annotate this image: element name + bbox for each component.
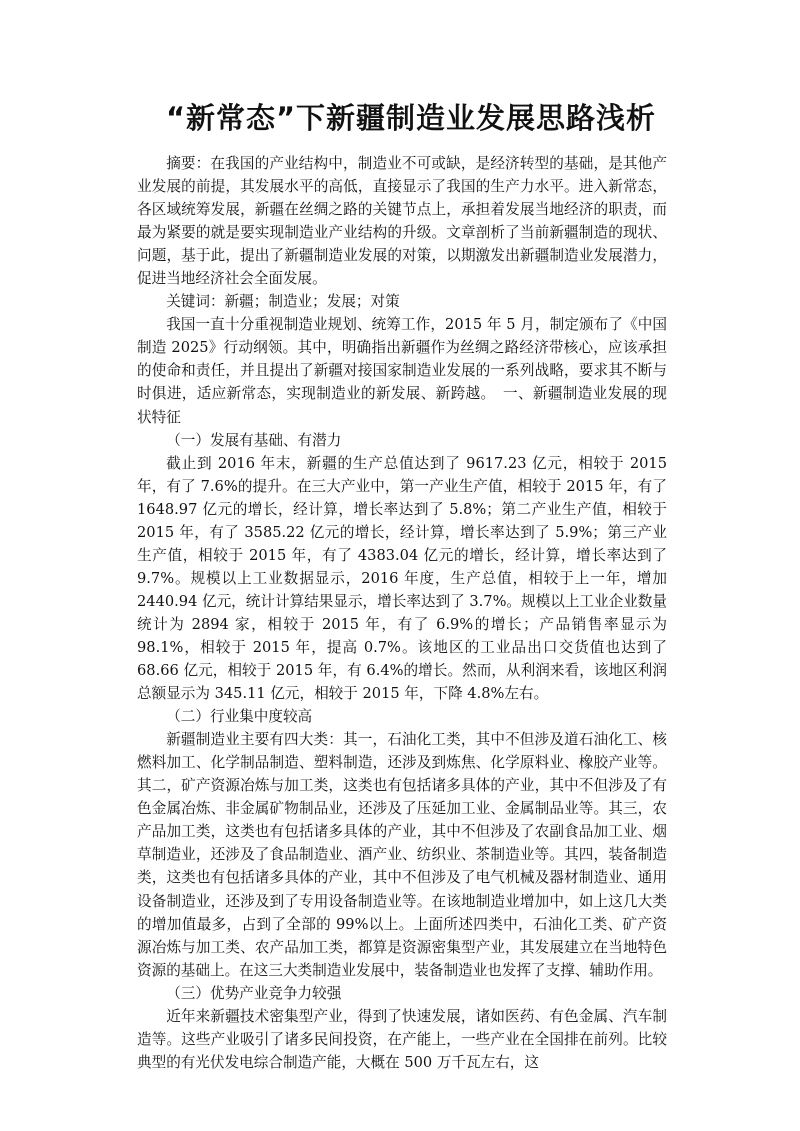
section-heading-3: （三）优势产业竞争力较强 (166, 984, 342, 1002)
intro-paragraph: 我国一直十分重视制造业规划、统筹工作，2015 年 5 月，制定颁布了《中国制造 2025》行动纲领。其中，明确指出新疆作为丝绸之路经济带核心，应该承担的使命和责任，并且提出了新疆对接国家制造业发展的一系列战略，要求其不断与时俱进，适应新常态，实现制造业的新发展、新跨越。 一、新疆制造业发展的现状特征 (137, 316, 667, 426)
section-heading-2: （二）行业集中度较高 (166, 708, 313, 726)
document-body (137, 152, 667, 1074)
section-paragraph-3: 近年来新疆技术密集型产业，得到了快速发展，诸如医药、有色金属、汽车制造等。这些产业吸引了诸多民间投资，在产能上，一些产业在全国排在前列。比较典型的有光伏发电综合制造产能，大概在 500 万千瓦左右，这 (137, 1007, 667, 1071)
keywords-paragraph: 关键词：新疆；制造业；发展；对策 (166, 293, 400, 311)
document-title: “新常态”下新疆制造业发展思路浅析 (165, 101, 657, 135)
abstract-paragraph: 摘要：在我国的产业结构中，制造业不可或缺，是经济转型的基础，是其他产业发展的前提，其发展水平的高低，直接显示了我国的生产力水平。进入新常态，各区域统筹发展，新疆在丝绸之路的关键节点上，承担着发展当地经济的职责，而最为紧要的就是要实现制造业产业结构的升级。文章剖析了当前新疆制造的现状、问题，基于此，提出了新疆制造业发展的对策，以期激发出新疆制造业发展潜力，促进当地经济社会全面发展。 (137, 155, 667, 288)
section-paragraph-2: 新疆制造业主要有四大类：其一，石油化工类，其中不但涉及道石油化工、核燃料加工、化学制品制造、塑料制造，还涉及到炼焦、化学原料业、橡胶产业等。其二，矿产资源冶炼与加工类，这类也有包括诸多具体的产业，其中不但涉及了有色金属冶炼、非金属矿物制品业，还涉及了压延加工业、金属制品业等。其三，农产品加工类，这类也有包括诸多具体的产业，其中不但涉及了农副食品加工业、烟草制造业，还涉及了食品制造业、酒产业、纺织业、茶制造业等。其四，装备制造类，这类也有包括诸多具体的产业，其中不但涉及了电气机械及器材制造业、通用设备制造业，还涉及到了专用设备制造业等。在该地制造业增加中，如上这几大类的增加值最多，占到了全部的 99%以上。上面所述四类中，石油化工类、矿产资源冶炼与加工类、农产品加工类，都算是资源密集型产业，其发展建立在当地特色资源的基础上。在这三大类制造业发展中，装备制造业也发挥了支撑、辅助作用。 (137, 731, 667, 979)
section-paragraph-1: 截止到 2016 年末，新疆的生产总值达到了 9617.23 亿元，相较于 2015 年，有了 7.6%的提升。在三大产业中，第一产业生产值，相较于 2015 年，有了 1648.97 亿元的增长，经计算，增长率达到了 5.8%；第二产业生产值，相较于 2015 年，有了 3585.22 亿元的增长，经计算，增长率达到了 5.9%；第三产业生产值，相较于 2015 年，有了 4383.04 亿元的增长，经计算，增长率达到了 9.7%。规模以上工业数据显示，2016 年度，生产总值，相较于上一年，增加 2440.94 亿元，统计计算结果显示，增长率达到了 3.7%。规模以上工业企业数量统计为 2894 家，相较于 2015 年，有了 6.9%的增长；产品销售率显示为 98.1%，相较于 2015 年，提高 0.7%。该地区的工业品出口交货值也达到了 68.66 亿元，相较于 2015 年，有 6.4%的增长。然而，从利润来看，该地区利润总额显示为 345.11 亿元，相较于 2015 年，下降 4.8%左右。 (137, 454, 667, 703)
section-heading-1: （一）发展有基础、有潜力 (166, 431, 342, 449)
